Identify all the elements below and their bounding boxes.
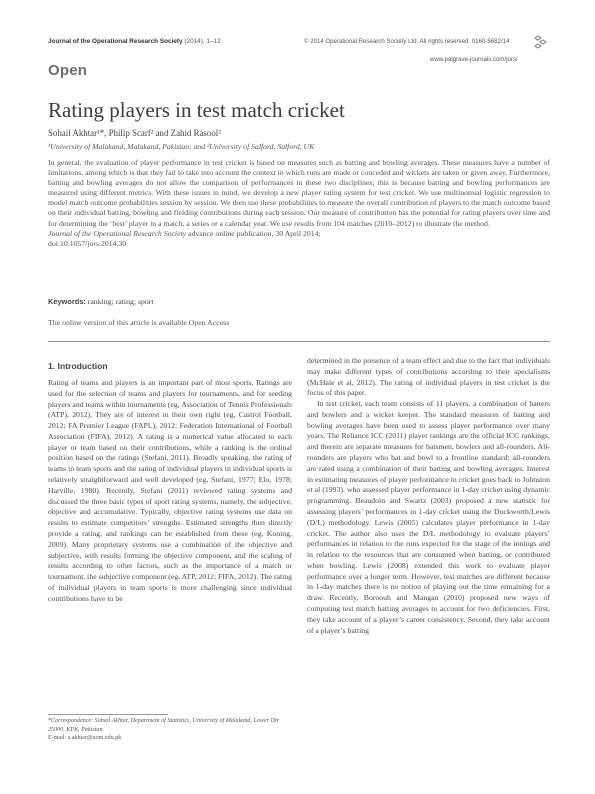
intro-paragraph-1: Rating of teams and players is an important part of most sports. Ratings are used for the selection of teams and players for tournaments, and for seeding players and teams within tournaments (eg, Association of Tennis Professionals (ATP), 2012). They are of interest in their own right (eg, Castrol Football, 2012; FA Premier League (FAPL), 2012; Federation International of Football Association (FIFA), 2012). A rating is a numerical value allocated to each player or team based on their contributions, while a ranking is the ordinal position based on the ratings (Stefani, 2011). Broadly speaking, the rating of teams in team sports and the rating of individual players in individual sports is relatively straightforward and well developed (eg, Stefani, 1977; Elo, 1978; Harville, 1980). Recently, Stefani (2011) reviewed rating systems and discussed the three basic types of sport rating systems, namely, the subjective, objective and accumulative. Typically, objective rating systems use data on results to estimate competitors’ strengths. Estimated strengths then directly provide a rating, and rankings can be established from these (eg, Koning, 2009). Many proprietary systems use a combination of the objective and subjective, with results forming the objective component, and the scaling of results according to other factors, such as the importance of a match or tournament, the subjective component (eg, ATP, 2012; FIFA, 2012). The rating of individual players in team sports is more challenging since individual contributions have to be [48, 378, 293, 603]
left-column [48, 378, 292, 604]
journal-url[interactable]: www.palgrave-journals.com/jors/ [430, 56, 518, 63]
keywords [48, 297, 154, 306]
doi[interactable]: doi:10.1057/jors.2014.30 [48, 238, 127, 248]
correspondence-email[interactable]: E-mail: s.akhtar@uom.edu.pk [48, 735, 122, 741]
journal-ref: Journal of the Operational Research Society [48, 228, 187, 238]
article-title: Rating players in test match cricket [48, 98, 345, 122]
keywords-label: Keywords: [48, 297, 86, 306]
right-column [307, 356, 550, 636]
open-access-badge: Open [48, 62, 88, 79]
footnote-divider [48, 714, 168, 715]
affiliations: ¹University of Malakand, Malakand, Pakistan; and ²University of Salford, Salford, UK [48, 142, 315, 151]
author-list: Sohail Akhtar¹*, Philip Scarf² and Zahid Rasool² [48, 128, 221, 138]
running-header-journal: Journal of the Operational Research Society (2014), 1–12 [48, 38, 221, 45]
correspondence: *Correspondence: Sohail Akhtar, Department of Statistics, University of Malakand, Lower Dir 25000, KPK, Pakistan. [48, 718, 280, 733]
intro-paragraph-1-cont: determined in the presence of a team effect and due to the fact that individuals may make different types of contributions according to their specialisms (McHale et al, 2012). The rating of individual players in test cricket is the focus of this paper. [307, 356, 550, 398]
abstract-text: In general, the evaluation of player performance in test cricket is based on measures such as batting and bowling averages. These measures have a number of limitations, among which is that they fail to take into account the context in which runs are made or conceded and wickets are taken or given away. Furthermore, batting and bowling averages do not allow the comparison of performances in these two disciplines; this is because batting and bowling performances are measured using different metrics. With these issues in mind, we develop a new player rating system for test cricket. We use multinomial logistic regression to model match outcome probabilities session by session. We then use these probabilities to measure the overall contribution of players to the match outcome based on their individual batting, bowling and fielding contributions during each session. Our measure of contribution has the potential for rating players over time and for determining the ‘best’ player in a match, a series or a calendar year. We use results from 104 matches (2010–2012) to illustrate the method. [48, 158, 550, 228]
footnote [48, 717, 292, 743]
abstract [48, 158, 550, 249]
publisher-logo-icon [532, 34, 548, 52]
open-access-note: The online version of this article is available Open Access [48, 318, 230, 327]
pub-note: advance online publication, 30 April 2014; [186, 228, 321, 238]
section-divider [48, 341, 550, 342]
keywords-value: ranking; rating; sport [85, 297, 154, 306]
citation-line [48, 229, 550, 239]
section-heading-introduction: 1. Introduction [48, 361, 108, 371]
intro-paragraph-2: In test cricket, each team consists of 11 players, a combination of batters and bowlers and a wicket keeper. The standard measures of batting and bowling averages have been used to assess player performance over many years. The Reliance ICC (2011) player rankings are the official ICC rankings, and therein are separate measures for batsmen, bowlers and all-rounders. All-rounders are players who bat and bowl to a frontline standard; all-rounders are rated using a combination of their batting and bowling averages. Interest in estimating measures of player performance in cricket goes back to Johnston et al (1993), who assessed player performance in 1-day cricket using dynamic programming. Beaudoin and Swartz (2003) proposed a new statistic for assessing players’ performances in 1-day cricket using the Duckworth/Lewis (D/L) methodology. Lewis (2005) calculates player performance in 1-day cricket. The author also uses the D/L methodology to evaluate players’ performances in relation to the runs expected for the stage of the innings and in relation to the resources that are consumed when batting, or contributed when bowling. Lewis (2008) extended this work to evaluate player performance over a longer term. However, test matches are different because in 1-day matches there is no notion of playing out the time remaining for a draw. Recently, Boroouh and Mangan (2010) proposed new ways of computing test match batting averages to account for two deficiencies. First, they take account of a player’s career consistency. Second, they take account of a player’s batting [307, 399, 550, 635]
copyright-line: © 2014 Operational Research Society Ltd. All rights reserved. 0160-5682/14 [304, 38, 510, 45]
